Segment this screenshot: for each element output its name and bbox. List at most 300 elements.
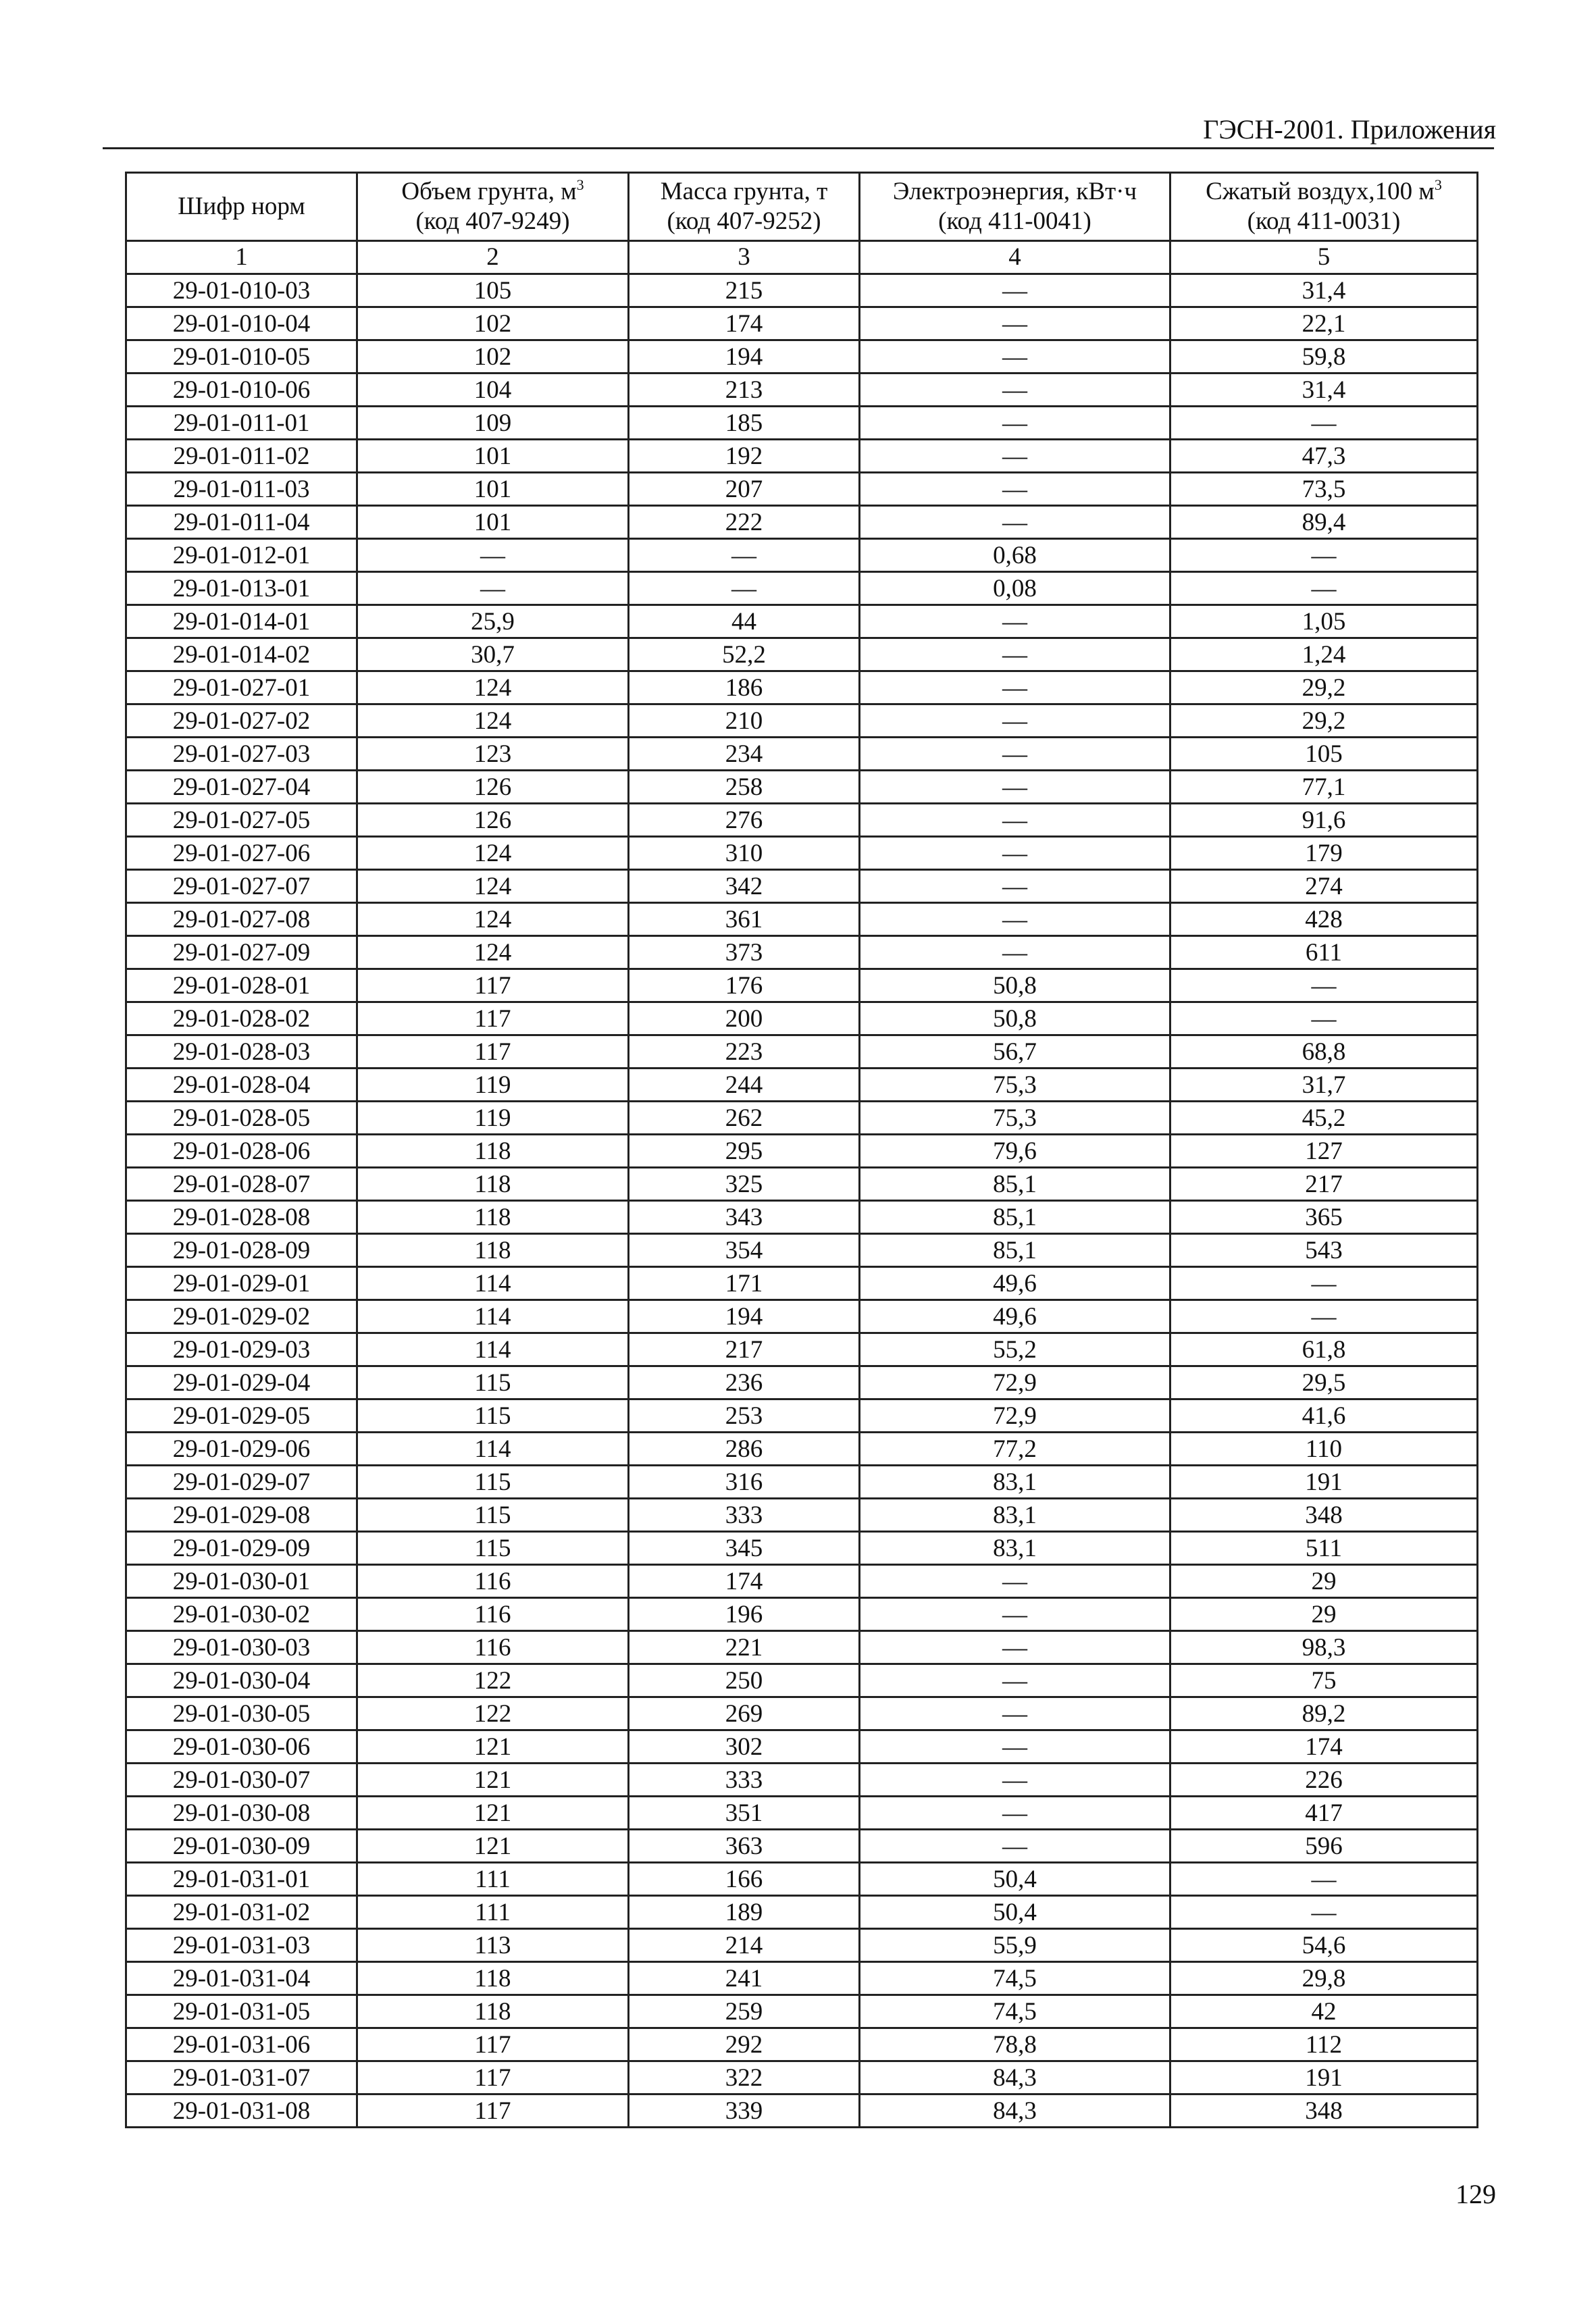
norm-code-cell: 29-01-014-01 [126,605,357,638]
table-row [126,1333,1478,1366]
value-cell: 118 [357,1168,629,1201]
table-row [126,1069,1478,1102]
value-cell: 325 [629,1168,860,1201]
value-cell: 196 [629,1598,860,1631]
table-row [126,473,1478,506]
table-row [126,1300,1478,1333]
table-row [126,1797,1478,1830]
norm-code-cell: 29-01-011-04 [126,506,357,539]
norm-code-cell: 29-01-029-08 [126,1499,357,1532]
column-number: 1 [126,241,357,274]
table-row [126,2028,1478,2061]
column-header-label: Шифр норм [178,192,305,220]
value-cell: 49,6 [860,1300,1170,1333]
value-cell: 194 [629,1300,860,1333]
value-cell: 29 [1170,1565,1478,1598]
value-cell: 250 [629,1664,860,1697]
value-cell: 127 [1170,1135,1478,1168]
table-row [126,1466,1478,1499]
resource-code: (код 407-9252) [667,207,821,235]
value-cell: 111 [357,1896,629,1929]
value-cell: 194 [629,340,860,374]
value-cell: 83,1 [860,1532,1170,1565]
value-cell: 29,5 [1170,1366,1478,1399]
value-cell: 29,2 [1170,704,1478,738]
value-cell: 310 [629,837,860,870]
value-cell: 115 [357,1532,629,1565]
column-number: 5 [1170,241,1478,274]
table-row [126,1631,1478,1664]
value-cell: 221 [629,1631,860,1664]
norm-code-cell: 29-01-027-06 [126,837,357,870]
value-cell: 223 [629,1035,860,1069]
value-cell: 116 [357,1631,629,1664]
value-cell: 119 [357,1102,629,1135]
value-cell: 176 [629,969,860,1002]
norm-code-cell: 29-01-027-08 [126,903,357,936]
value-cell: 114 [357,1433,629,1466]
value-cell: 89,2 [1170,1697,1478,1730]
table-row [126,1499,1478,1532]
value-cell: 234 [629,738,860,771]
norm-code-cell: 29-01-029-04 [126,1366,357,1399]
value-cell: 511 [1170,1532,1478,1565]
value-cell: 363 [629,1830,860,1863]
column-header-3 [629,173,860,241]
value-cell: — [357,572,629,605]
value-cell: — [860,638,1170,671]
value-cell: 316 [629,1466,860,1499]
page-number: 129 [1456,2179,1496,2209]
value-cell: — [860,274,1170,307]
value-cell: 186 [629,671,860,704]
norm-code-cell: 29-01-030-08 [126,1797,357,1830]
table-row [126,771,1478,804]
value-cell: 118 [357,1234,629,1267]
norm-code-cell: 29-01-027-09 [126,936,357,969]
value-cell: 124 [357,671,629,704]
value-cell: 118 [357,1995,629,2028]
value-cell: 373 [629,936,860,969]
norm-code-cell: 29-01-010-03 [126,274,357,307]
value-cell: 104 [357,374,629,407]
value-cell: 217 [629,1333,860,1366]
value-cell: 119 [357,1069,629,1102]
norm-code-cell: 29-01-010-05 [126,340,357,374]
value-cell: — [860,804,1170,837]
value-cell: 111 [357,1863,629,1896]
norm-code-cell: 29-01-027-01 [126,671,357,704]
table-row [126,1201,1478,1234]
norm-code-cell: 29-01-010-04 [126,307,357,340]
value-cell: 189 [629,1896,860,1929]
norm-code-cell: 29-01-031-01 [126,1863,357,1896]
value-cell: 302 [629,1730,860,1764]
value-cell: — [860,837,1170,870]
table-row [126,274,1478,307]
value-cell: — [860,374,1170,407]
norm-code-cell: 29-01-028-05 [126,1102,357,1135]
value-cell: 73,5 [1170,473,1478,506]
value-cell: 29 [1170,1598,1478,1631]
norm-code-cell: 29-01-029-02 [126,1300,357,1333]
value-cell: 112 [1170,2028,1478,2061]
table-row [126,1830,1478,1863]
value-cell: — [860,1797,1170,1830]
value-cell: 179 [1170,837,1478,870]
value-cell: 47,3 [1170,440,1478,473]
value-cell: 44 [629,605,860,638]
table-row [126,374,1478,407]
value-cell: 417 [1170,1797,1478,1830]
value-cell: 102 [357,307,629,340]
value-cell: 259 [629,1995,860,2028]
value-cell: 114 [357,1300,629,1333]
value-cell: 124 [357,870,629,903]
norm-code-cell: 29-01-030-03 [126,1631,357,1664]
value-cell: 121 [357,1797,629,1830]
value-cell: 85,1 [860,1168,1170,1201]
value-cell: 102 [357,340,629,374]
norm-code-cell: 29-01-031-06 [126,2028,357,2061]
value-cell: 83,1 [860,1466,1170,1499]
column-header-label: Объем грунта, м [401,178,577,205]
norm-code-cell: 29-01-028-08 [126,1201,357,1234]
table-row [126,2094,1478,2128]
value-cell: 115 [357,1499,629,1532]
value-cell: — [860,771,1170,804]
table-row [126,969,1478,1002]
value-cell: 214 [629,1929,860,1962]
value-cell: 428 [1170,903,1478,936]
value-cell: — [1170,969,1478,1002]
value-cell: 42 [1170,1995,1478,2028]
value-cell: 118 [357,1962,629,1995]
value-cell: 348 [1170,2094,1478,2128]
value-cell: 72,9 [860,1399,1170,1433]
value-cell: 72,9 [860,1366,1170,1399]
column-header-5 [1170,173,1478,241]
value-cell: 30,7 [357,638,629,671]
value-cell: 192 [629,440,860,473]
value-cell: — [629,572,860,605]
value-cell: 74,5 [860,1962,1170,1995]
value-cell: — [860,506,1170,539]
table-row [126,1697,1478,1730]
value-cell: — [860,1565,1170,1598]
value-cell: 596 [1170,1830,1478,1863]
value-cell: 213 [629,374,860,407]
value-cell: — [629,539,860,572]
value-cell: 295 [629,1135,860,1168]
running-header: ГЭСН-2001. Приложения [1203,114,1496,145]
value-cell: 75,3 [860,1069,1170,1102]
value-cell: 126 [357,804,629,837]
value-cell: — [860,407,1170,440]
norm-code-cell: 29-01-030-02 [126,1598,357,1631]
value-cell: 126 [357,771,629,804]
table-row [126,738,1478,771]
value-cell: — [860,340,1170,374]
table-body [126,274,1478,2128]
table-row [126,903,1478,936]
value-cell: 115 [357,1399,629,1433]
value-cell: 31,4 [1170,374,1478,407]
table-row [126,1035,1478,1069]
norm-code-cell: 29-01-029-01 [126,1267,357,1300]
norm-code-cell: 29-01-027-03 [126,738,357,771]
norm-code-cell: 29-01-029-06 [126,1433,357,1466]
value-cell: 191 [1170,1466,1478,1499]
value-cell: 611 [1170,936,1478,969]
table-row [126,704,1478,738]
value-cell: — [860,440,1170,473]
norm-code-cell: 29-01-030-01 [126,1565,357,1598]
norm-code-cell: 29-01-031-08 [126,2094,357,2128]
value-cell: 84,3 [860,2094,1170,2128]
column-header-label: Электроэнергия, кВт·ч [892,178,1137,205]
table-row [126,407,1478,440]
table-row [126,2061,1478,2094]
value-cell: 78,8 [860,2028,1170,2061]
norm-code-cell: 29-01-011-03 [126,473,357,506]
value-cell: 361 [629,903,860,936]
column-header-4 [860,173,1170,241]
value-cell: 114 [357,1267,629,1300]
resource-code: (код 411-0031) [1247,207,1401,235]
norm-code-cell: 29-01-027-02 [126,704,357,738]
value-cell: — [357,539,629,572]
value-cell: 1,24 [1170,638,1478,671]
value-cell: — [1170,1863,1478,1896]
value-cell: 84,3 [860,2061,1170,2094]
value-cell: 45,2 [1170,1102,1478,1135]
value-cell: 31,4 [1170,274,1478,307]
value-cell: 50,4 [860,1896,1170,1929]
value-cell: 274 [1170,870,1478,903]
value-cell: 50,4 [860,1863,1170,1896]
value-cell: 118 [357,1135,629,1168]
value-cell: 262 [629,1102,860,1135]
table-row [126,1532,1478,1565]
value-cell: 85,1 [860,1201,1170,1234]
value-cell: — [1170,1896,1478,1929]
value-cell: 74,5 [860,1995,1170,2028]
table-row [126,1896,1478,1929]
norm-code-cell: 29-01-028-02 [126,1002,357,1035]
value-cell: 117 [357,2094,629,2128]
value-cell: 105 [357,274,629,307]
value-cell: 56,7 [860,1035,1170,1069]
value-cell: — [860,1631,1170,1664]
value-cell: 258 [629,771,860,804]
column-number: 4 [860,241,1170,274]
value-cell: 244 [629,1069,860,1102]
header-rule [103,147,1494,149]
value-cell: 333 [629,1499,860,1532]
value-cell: 109 [357,407,629,440]
table-row [126,671,1478,704]
value-cell: 77,1 [1170,771,1478,804]
value-cell: 215 [629,274,860,307]
value-cell: 236 [629,1366,860,1399]
value-cell: 61,8 [1170,1333,1478,1366]
value-cell: 101 [357,473,629,506]
table-row [126,1234,1478,1267]
value-cell: 124 [357,837,629,870]
value-cell: 174 [629,1565,860,1598]
norm-code-cell: 29-01-029-03 [126,1333,357,1366]
value-cell: 339 [629,2094,860,2128]
value-cell: 123 [357,738,629,771]
value-cell: 117 [357,969,629,1002]
value-cell: 0,08 [860,572,1170,605]
value-cell: 241 [629,1962,860,1995]
table-row [126,1267,1478,1300]
value-cell: — [860,1664,1170,1697]
norm-code-cell: 29-01-030-04 [126,1664,357,1697]
norm-code-cell: 29-01-010-06 [126,374,357,407]
value-cell: 31,7 [1170,1069,1478,1102]
table-row [126,1002,1478,1035]
value-cell: 115 [357,1466,629,1499]
value-cell: 118 [357,1201,629,1234]
value-cell: 54,6 [1170,1929,1478,1962]
column-number-row [126,241,1478,274]
value-cell: 217 [1170,1168,1478,1201]
column-header-label: Масса грунта, т [660,178,828,205]
norm-code-cell: 29-01-028-01 [126,969,357,1002]
value-cell: 121 [357,1730,629,1764]
value-cell: 276 [629,804,860,837]
value-cell: 79,6 [860,1135,1170,1168]
norm-code-cell: 29-01-028-07 [126,1168,357,1201]
value-cell: 117 [357,2061,629,2094]
value-cell: 101 [357,506,629,539]
value-cell: 110 [1170,1433,1478,1466]
table-row [126,1929,1478,1962]
value-cell: 200 [629,1002,860,1035]
value-cell: — [860,605,1170,638]
value-cell: 253 [629,1399,860,1433]
table-row [126,539,1478,572]
value-cell: 22,1 [1170,307,1478,340]
value-cell: 41,6 [1170,1399,1478,1433]
value-cell: 207 [629,473,860,506]
value-cell: 121 [357,1764,629,1797]
value-cell: 117 [357,1035,629,1069]
table-row [126,1399,1478,1433]
value-cell: 121 [357,1830,629,1863]
column-header-label: Сжатый воздух,100 м [1206,178,1435,205]
table-row [126,1565,1478,1598]
norm-code-cell: 29-01-028-09 [126,1234,357,1267]
value-cell: 117 [357,1002,629,1035]
norm-code-cell: 29-01-029-07 [126,1466,357,1499]
table-row [126,804,1478,837]
value-cell: 124 [357,704,629,738]
norm-code-cell: 29-01-011-01 [126,407,357,440]
value-cell: 116 [357,1565,629,1598]
norm-code-cell: 29-01-030-06 [126,1730,357,1764]
column-number: 3 [629,241,860,274]
value-cell: 75,3 [860,1102,1170,1135]
value-cell: 117 [357,2028,629,2061]
value-cell: 85,1 [860,1234,1170,1267]
value-cell: 50,8 [860,1002,1170,1035]
table-row [126,1168,1478,1201]
unit-superscript: 3 [1434,176,1442,193]
value-cell: 115 [357,1366,629,1399]
value-cell: 286 [629,1433,860,1466]
value-cell: 122 [357,1664,629,1697]
value-cell: 25,9 [357,605,629,638]
value-cell: 333 [629,1764,860,1797]
value-cell: 322 [629,2061,860,2094]
value-cell: 345 [629,1532,860,1565]
value-cell: — [860,307,1170,340]
table-row [126,638,1478,671]
norm-code-cell: 29-01-031-07 [126,2061,357,2094]
norm-code-cell: 29-01-012-01 [126,539,357,572]
value-cell: 342 [629,870,860,903]
resource-code: (код 411-0041) [938,207,1091,235]
table-row [126,1764,1478,1797]
table-row [126,837,1478,870]
value-cell: 113 [357,1929,629,1962]
value-cell: 1,05 [1170,605,1478,638]
value-cell: 122 [357,1697,629,1730]
table-row [126,1598,1478,1631]
value-cell: — [1170,572,1478,605]
value-cell: 226 [1170,1764,1478,1797]
value-cell: — [860,704,1170,738]
table-row [126,1102,1478,1135]
value-cell: — [860,1697,1170,1730]
value-cell: 543 [1170,1234,1478,1267]
table-row [126,440,1478,473]
table-row [126,1433,1478,1466]
value-cell: — [860,671,1170,704]
norm-code-cell: 29-01-027-05 [126,804,357,837]
value-cell: 222 [629,506,860,539]
norm-code-cell: 29-01-031-02 [126,1896,357,1929]
value-cell: — [1170,1267,1478,1300]
value-cell: 269 [629,1697,860,1730]
norm-code-cell: 29-01-030-09 [126,1830,357,1863]
norm-code-cell: 29-01-028-04 [126,1069,357,1102]
value-cell: 105 [1170,738,1478,771]
value-cell: 29,2 [1170,671,1478,704]
value-cell: — [860,870,1170,903]
table-row [126,1664,1478,1697]
table-row [126,1135,1478,1168]
value-cell: — [860,738,1170,771]
table-row [126,1730,1478,1764]
value-cell: 174 [629,307,860,340]
value-cell: — [1170,539,1478,572]
value-cell: 0,68 [860,539,1170,572]
value-cell: 116 [357,1598,629,1631]
value-cell: 171 [629,1267,860,1300]
table-row [126,605,1478,638]
table-row [126,1995,1478,2028]
value-cell: 343 [629,1201,860,1234]
value-cell: 174 [1170,1730,1478,1764]
value-cell: 83,1 [860,1499,1170,1532]
value-cell: — [860,903,1170,936]
norm-code-cell: 29-01-029-05 [126,1399,357,1433]
